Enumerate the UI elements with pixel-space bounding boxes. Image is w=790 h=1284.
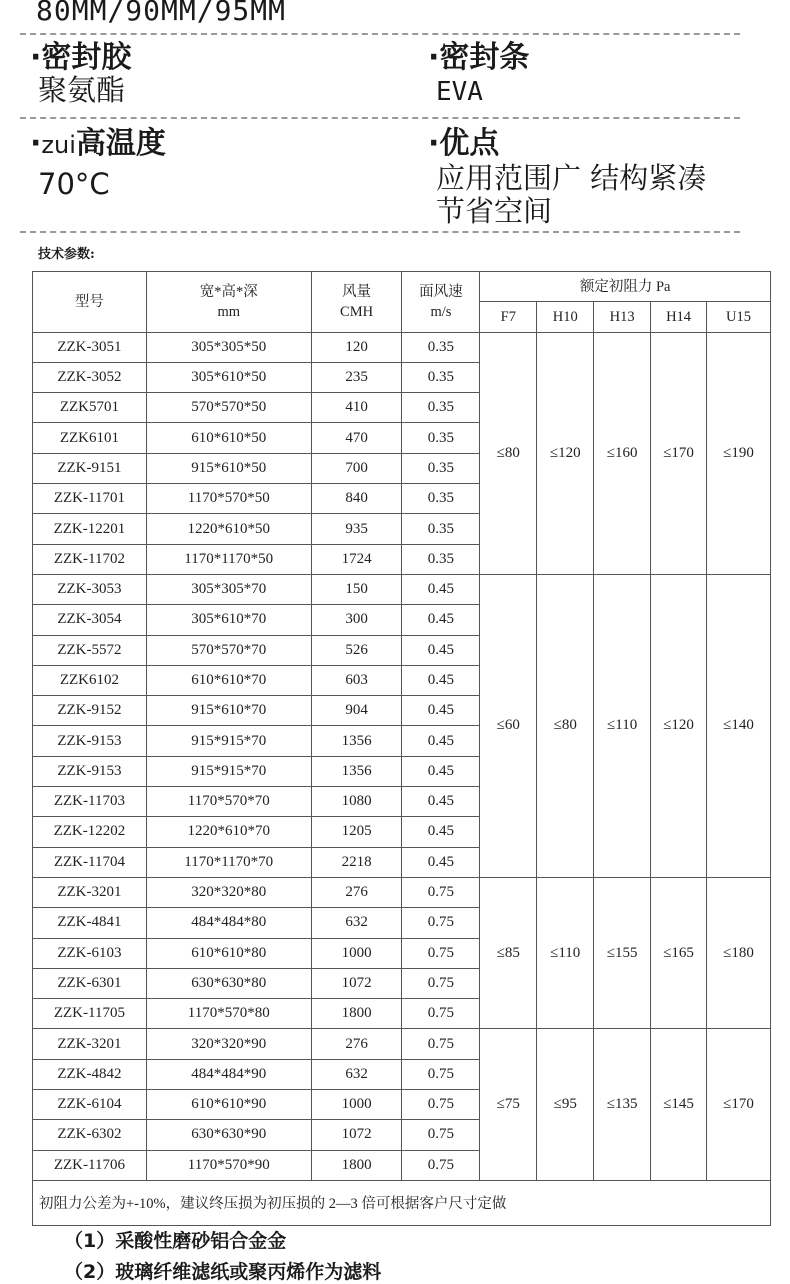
cell-size: 1170*570*80 <box>146 999 311 1029</box>
cell-h10: ≤120 <box>537 332 594 574</box>
table-row <box>33 574 771 604</box>
cell-velocity: 0.75 <box>402 1090 480 1120</box>
cell-model: ZZK-3054 <box>33 605 147 635</box>
cell-f7: ≤75 <box>480 1029 537 1180</box>
spec-temperature-value: 70°C <box>38 167 110 201</box>
cell-size: 305*305*70 <box>146 574 311 604</box>
cell-airflow: 470 <box>311 423 402 453</box>
cell-velocity: 0.75 <box>402 908 480 938</box>
cell-velocity: 0.45 <box>402 756 480 786</box>
cell-h14: ≤165 <box>651 877 707 1028</box>
cell-model: ZZK-11702 <box>33 544 147 574</box>
cell-h14: ≤170 <box>651 332 707 574</box>
cell-model: ZZK-9153 <box>33 726 147 756</box>
cell-velocity: 0.45 <box>402 817 480 847</box>
cell-model: ZZK-6104 <box>33 1090 147 1120</box>
cell-model: ZZK-4842 <box>33 1059 147 1089</box>
spec-sealant-label: ·密封胶 <box>30 40 132 75</box>
cell-airflow: 526 <box>311 635 402 665</box>
cell-size: 630*630*90 <box>146 1120 311 1150</box>
cell-model: ZZK-11701 <box>33 484 147 514</box>
header-grade-f7: F7 <box>480 302 537 332</box>
spec-sealant-value: 聚氨酯 <box>38 73 126 107</box>
cell-velocity: 0.45 <box>402 787 480 817</box>
header-size: 宽*高*深 mm <box>146 272 311 333</box>
cell-airflow: 235 <box>311 362 402 392</box>
cell-size: 484*484*90 <box>146 1059 311 1089</box>
cell-velocity: 0.75 <box>402 1059 480 1089</box>
cell-airflow: 904 <box>311 696 402 726</box>
cell-model: ZZK-3053 <box>33 574 147 604</box>
cell-velocity: 0.35 <box>402 484 480 514</box>
cell-size: 1170*1170*70 <box>146 847 311 877</box>
cell-size: 915*610*70 <box>146 696 311 726</box>
cell-h10: ≤110 <box>537 877 594 1028</box>
cell-model: ZZK-5572 <box>33 635 147 665</box>
cell-model: ZZK-9151 <box>33 453 147 483</box>
cell-size: 570*570*70 <box>146 635 311 665</box>
cell-model: ZZK-9153 <box>33 756 147 786</box>
cell-model: ZZK-11703 <box>33 787 147 817</box>
cell-airflow: 1072 <box>311 968 402 998</box>
cell-airflow: 150 <box>311 574 402 604</box>
cell-velocity: 0.35 <box>402 393 480 423</box>
cell-model: ZZK-3201 <box>33 1029 147 1059</box>
cell-airflow: 1000 <box>311 938 402 968</box>
tech-params-label: 技术参数: <box>38 247 95 262</box>
cell-model: ZZK-11706 <box>33 1150 147 1180</box>
cell-model: ZZK-12202 <box>33 817 147 847</box>
table-body <box>33 332 771 1180</box>
cell-model: ZZK-6301 <box>33 968 147 998</box>
cell-airflow: 1072 <box>311 1120 402 1150</box>
cell-velocity: 0.45 <box>402 696 480 726</box>
cell-velocity: 0.75 <box>402 1150 480 1180</box>
header-airflow: 风量 CMH <box>311 272 402 333</box>
cell-airflow: 1000 <box>311 1090 402 1120</box>
cell-h10: ≤95 <box>537 1029 594 1180</box>
cell-size: 484*484*80 <box>146 908 311 938</box>
cell-velocity: 0.35 <box>402 544 480 574</box>
bottom-item: （2）玻璃纤维滤纸或聚丙烯作为滤料 <box>64 1261 382 1283</box>
cell-model: ZZK6101 <box>33 423 147 453</box>
cell-size: 570*570*50 <box>146 393 311 423</box>
cell-model: ZZK-3201 <box>33 877 147 907</box>
cell-velocity: 0.45 <box>402 665 480 695</box>
table-note: 初阻力公差为+-10%，建议终压损为初压损的 2—3 倍可根据客户尺寸定做 <box>33 1180 771 1225</box>
cell-model: ZZK-12201 <box>33 514 147 544</box>
cell-size: 915*915*70 <box>146 726 311 756</box>
cell-velocity: 0.35 <box>402 332 480 362</box>
cell-h14: ≤145 <box>651 1029 707 1180</box>
cell-velocity: 0.75 <box>402 938 480 968</box>
table-row <box>33 1029 771 1059</box>
cell-model: ZZK-9152 <box>33 696 147 726</box>
cell-model: ZZK-11704 <box>33 847 147 877</box>
cell-airflow: 700 <box>311 453 402 483</box>
cell-airflow: 1800 <box>311 999 402 1029</box>
spec-gasket-value: EVA <box>436 77 483 107</box>
cell-velocity: 0.45 <box>402 605 480 635</box>
cell-airflow: 1724 <box>311 544 402 574</box>
cell-size: 305*610*70 <box>146 605 311 635</box>
cell-h13: ≤110 <box>594 574 651 877</box>
cell-velocity: 0.35 <box>402 514 480 544</box>
cell-model: ZZK-3051 <box>33 332 147 362</box>
cell-airflow: 1800 <box>311 1150 402 1180</box>
cell-model: ZZK-6302 <box>33 1120 147 1150</box>
cell-model: ZZK5701 <box>33 393 147 423</box>
cell-airflow: 2218 <box>311 847 402 877</box>
cell-velocity: 0.45 <box>402 574 480 604</box>
spec-temperature-label: ·zui高温度 <box>30 126 166 161</box>
cell-velocity: 0.35 <box>402 423 480 453</box>
cell-model: ZZK-3052 <box>33 362 147 392</box>
cell-airflow: 1356 <box>311 756 402 786</box>
cell-f7: ≤80 <box>480 332 537 574</box>
cell-size: 320*320*90 <box>146 1029 311 1059</box>
cell-f7: ≤85 <box>480 877 537 1028</box>
cell-model: ZZK-4841 <box>33 908 147 938</box>
cell-velocity: 0.75 <box>402 1029 480 1059</box>
spec-advantage-value: 应用范围广 结构紧凑 节省空间 <box>436 161 707 228</box>
cell-velocity: 0.35 <box>402 362 480 392</box>
cell-airflow: 935 <box>311 514 402 544</box>
cell-velocity: 0.75 <box>402 999 480 1029</box>
cell-h13: ≤155 <box>594 877 651 1028</box>
cell-u15: ≤170 <box>707 1029 771 1180</box>
header-grade-h14: H14 <box>651 302 707 332</box>
bottom-item: （1）采酸性磨砂铝合金金 <box>64 1230 287 1252</box>
cell-airflow: 276 <box>311 877 402 907</box>
cell-airflow: 410 <box>311 393 402 423</box>
cell-size: 305*610*50 <box>146 362 311 392</box>
cell-airflow: 603 <box>311 665 402 695</box>
cell-airflow: 120 <box>311 332 402 362</box>
cell-u15: ≤140 <box>707 574 771 877</box>
cell-model: ZZK-6103 <box>33 938 147 968</box>
spec-advantage-label: ·优点 <box>428 126 500 161</box>
header-grade-h10: H10 <box>537 302 594 332</box>
cell-velocity: 0.75 <box>402 968 480 998</box>
cell-h13: ≤135 <box>594 1029 651 1180</box>
cell-velocity: 0.75 <box>402 1120 480 1150</box>
spec-table <box>32 271 771 1226</box>
cell-u15: ≤180 <box>707 877 771 1028</box>
divider <box>20 231 740 233</box>
cell-airflow: 840 <box>311 484 402 514</box>
cell-airflow: 1080 <box>311 787 402 817</box>
table-row <box>33 332 771 362</box>
header-velocity: 面风速 m/s <box>402 272 480 333</box>
cell-model: ZZK6102 <box>33 665 147 695</box>
header-resistance: 额定初阻力 Pa <box>480 272 771 302</box>
cell-airflow: 300 <box>311 605 402 635</box>
cell-size: 610*610*80 <box>146 938 311 968</box>
cell-size: 1170*1170*50 <box>146 544 311 574</box>
cell-velocity: 0.45 <box>402 847 480 877</box>
cell-size: 630*630*80 <box>146 968 311 998</box>
cell-model: ZZK-11705 <box>33 999 147 1029</box>
cell-velocity: 0.45 <box>402 635 480 665</box>
cell-size: 610*610*50 <box>146 423 311 453</box>
header-grade-u15: U15 <box>707 302 771 332</box>
cell-size: 915*915*70 <box>146 756 311 786</box>
cell-size: 305*305*50 <box>146 332 311 362</box>
cell-size: 915*610*50 <box>146 453 311 483</box>
cell-size: 1170*570*70 <box>146 787 311 817</box>
cell-h10: ≤80 <box>537 574 594 877</box>
cell-airflow: 632 <box>311 1059 402 1089</box>
spec-gasket-label: ·密封条 <box>428 40 530 75</box>
cell-velocity: 0.35 <box>402 453 480 483</box>
cell-h13: ≤160 <box>594 332 651 574</box>
cell-size: 1170*570*50 <box>146 484 311 514</box>
cell-f7: ≤60 <box>480 574 537 877</box>
cell-airflow: 632 <box>311 908 402 938</box>
cell-size: 1220*610*70 <box>146 817 311 847</box>
table-row <box>33 877 771 907</box>
cell-size: 1170*570*90 <box>146 1150 311 1180</box>
cell-size: 1220*610*50 <box>146 514 311 544</box>
cell-airflow: 1356 <box>311 726 402 756</box>
cell-velocity: 0.45 <box>402 726 480 756</box>
cell-velocity: 0.75 <box>402 877 480 907</box>
cell-h14: ≤120 <box>651 574 707 877</box>
cell-size: 320*320*80 <box>146 877 311 907</box>
cell-size: 610*610*90 <box>146 1090 311 1120</box>
header-model: 型号 <box>33 272 147 333</box>
cell-airflow: 1205 <box>311 817 402 847</box>
cell-size: 610*610*70 <box>146 665 311 695</box>
cell-airflow: 276 <box>311 1029 402 1059</box>
cell-u15: ≤190 <box>707 332 771 574</box>
top-size-text: 80MM/90MM/95MM <box>36 0 287 27</box>
header-grade-h13: H13 <box>594 302 651 332</box>
